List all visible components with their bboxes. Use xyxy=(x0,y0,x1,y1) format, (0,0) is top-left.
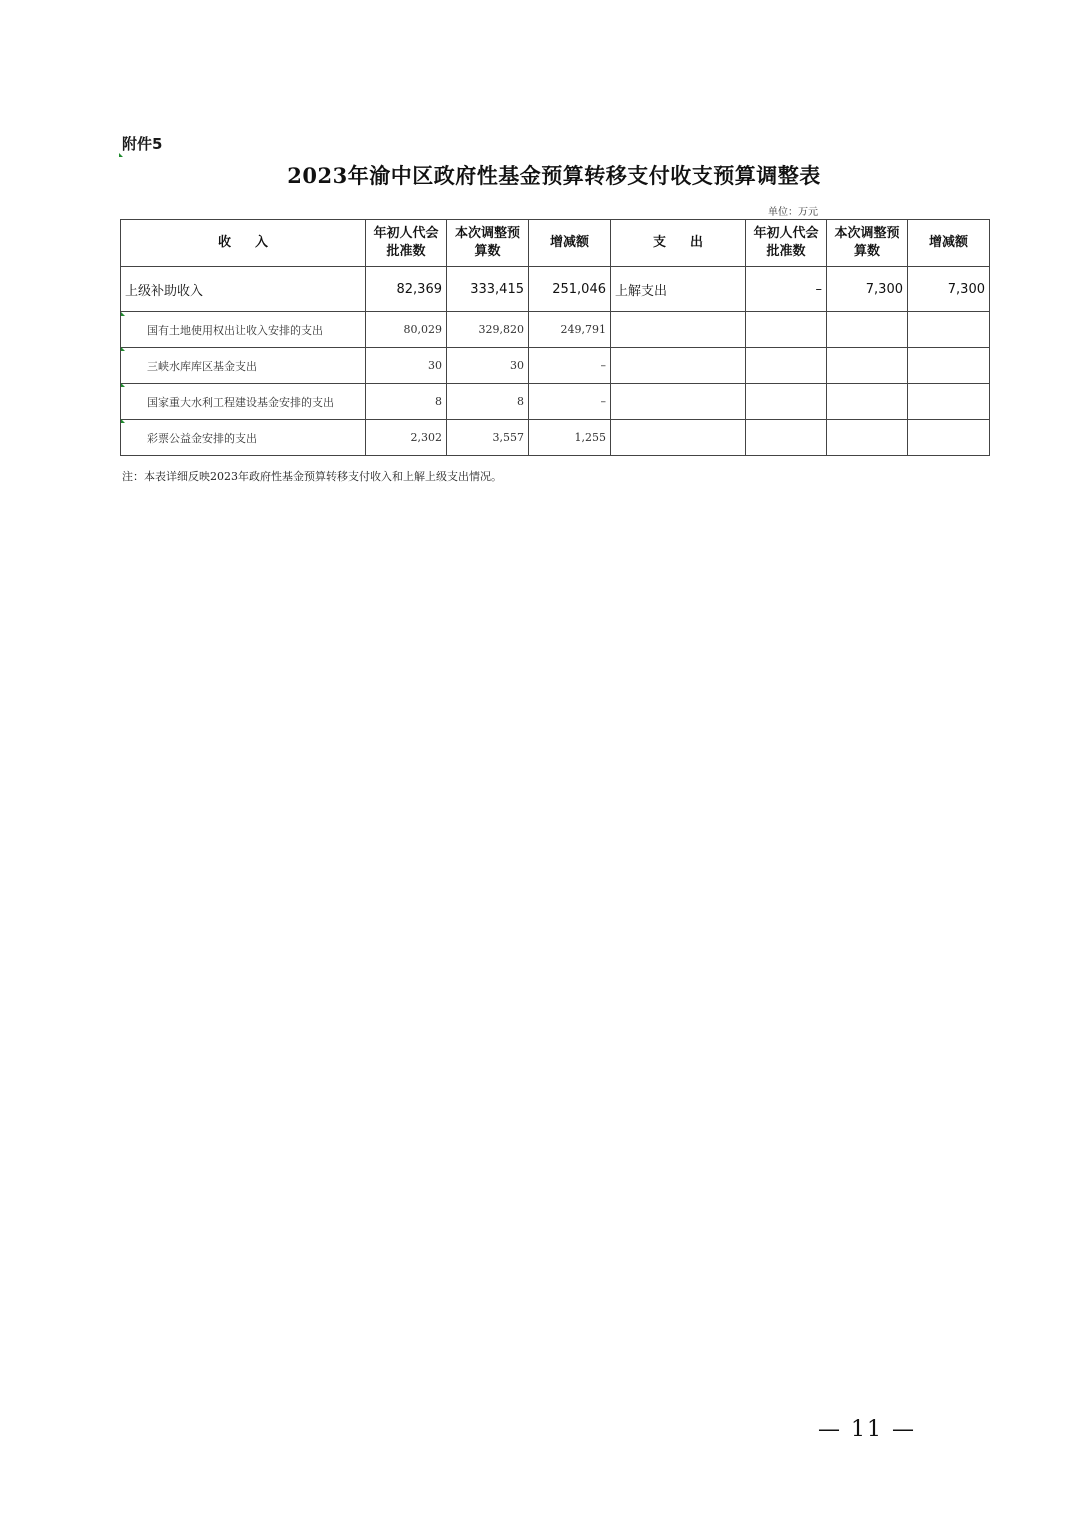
sub-item-change-cell: – xyxy=(529,348,611,384)
income-change-cell: 251,046 xyxy=(529,267,611,312)
corner-mark xyxy=(121,383,125,387)
sub-item-name-cell: 彩票公益金安排的支出 xyxy=(121,420,366,456)
empty-cell xyxy=(746,312,827,348)
corner-mark xyxy=(119,153,123,157)
expense-name-cell: 上解支出 xyxy=(611,267,746,312)
table-row-main xyxy=(121,267,990,312)
sub-item-adjusted-cell: 30 xyxy=(447,348,529,384)
empty-cell xyxy=(611,312,746,348)
page-number: — 11 — xyxy=(818,1417,916,1442)
corner-mark xyxy=(121,419,125,423)
attachment-label: 附件5 xyxy=(122,135,163,153)
empty-cell xyxy=(611,420,746,456)
sub-item-initial-cell: 8 xyxy=(366,384,447,420)
empty-cell xyxy=(746,348,827,384)
sub-item-change-cell: – xyxy=(529,384,611,420)
empty-cell xyxy=(827,348,908,384)
income-adjusted-cell: 333,415 xyxy=(447,267,529,312)
income-initial-cell: 82,369 xyxy=(366,267,447,312)
table-note: 注：本表详细反映2023年政府性基金预算转移支付收入和上解上级支出情况。 xyxy=(122,470,502,483)
header-income: 收入 xyxy=(121,220,366,267)
sub-item-adjusted-cell: 329,820 xyxy=(447,312,529,348)
header-income-initial: 年初人代会批准数 xyxy=(366,220,447,267)
sub-item-name-cell: 国家重大水利工程建设基金安排的支出 xyxy=(121,384,366,420)
header-expense-change: 增减额 xyxy=(908,220,990,267)
budget-table xyxy=(120,219,990,456)
sub-item-initial-cell: 2,302 xyxy=(366,420,447,456)
table-row xyxy=(121,312,990,348)
empty-cell xyxy=(746,420,827,456)
empty-cell xyxy=(908,384,990,420)
sub-item-adjusted-cell: 8 xyxy=(447,384,529,420)
empty-cell xyxy=(746,384,827,420)
document-title: 2023年渝中区政府性基金预算转移支付收支预算调整表 xyxy=(287,163,821,188)
table-row xyxy=(121,348,990,384)
corner-mark xyxy=(121,347,125,351)
header-row xyxy=(121,220,990,267)
empty-cell xyxy=(827,312,908,348)
sub-item-name-cell: 三峡水库库区基金支出 xyxy=(121,348,366,384)
sub-item-adjusted-cell: 3,557 xyxy=(447,420,529,456)
sub-item-initial-cell: 30 xyxy=(366,348,447,384)
header-income-adjusted: 本次调整预算数 xyxy=(447,220,529,267)
table-row xyxy=(121,384,990,420)
sub-item-name-cell: 国有土地使用权出让收入安排的支出 xyxy=(121,312,366,348)
empty-cell xyxy=(908,312,990,348)
corner-mark xyxy=(121,312,125,316)
empty-cell xyxy=(611,384,746,420)
header-expense-adjusted: 本次调整预算数 xyxy=(827,220,908,267)
sub-item-change-cell: 1,255 xyxy=(529,420,611,456)
sub-item-initial-cell: 80,029 xyxy=(366,312,447,348)
table-row xyxy=(121,420,990,456)
empty-cell xyxy=(611,348,746,384)
expense-initial-cell: – xyxy=(746,267,827,312)
empty-cell xyxy=(908,420,990,456)
sub-item-change-cell: 249,791 xyxy=(529,312,611,348)
expense-change-cell: 7,300 xyxy=(908,267,990,312)
empty-cell xyxy=(827,384,908,420)
empty-cell xyxy=(827,420,908,456)
empty-cell xyxy=(908,348,990,384)
header-income-change: 增减额 xyxy=(529,220,611,267)
expense-adjusted-cell: 7,300 xyxy=(827,267,908,312)
income-name-cell: 上级补助收入 xyxy=(121,267,366,312)
unit-label: 单位：万元 xyxy=(768,207,818,218)
header-expense: 支出 xyxy=(611,220,746,267)
header-expense-initial: 年初人代会批准数 xyxy=(746,220,827,267)
